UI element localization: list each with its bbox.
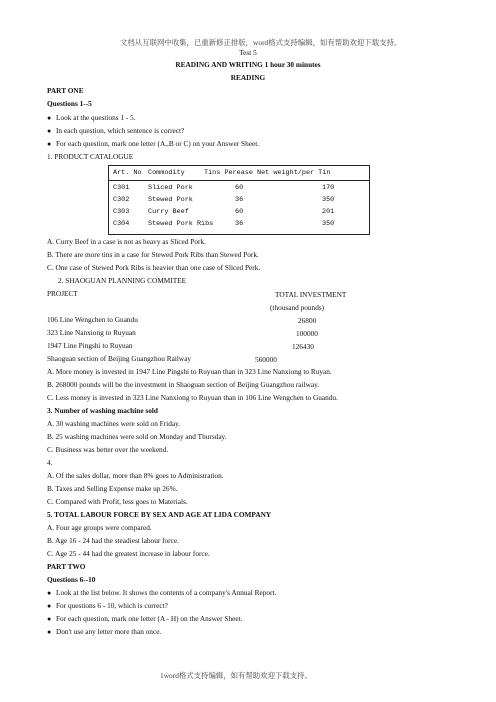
test-title: Test 5 bbox=[239, 48, 257, 57]
table-cell: Stewed Pork bbox=[148, 196, 193, 204]
q4-title: 4. bbox=[47, 458, 53, 467]
bullet-icon: ● bbox=[47, 615, 52, 623]
bullet-icon: ● bbox=[47, 589, 52, 597]
q1-option-a: A. Curry Beef in a case is not as heavy as Sliced Pork. bbox=[47, 237, 206, 246]
part-one-heading: PART ONE bbox=[47, 86, 84, 95]
table-cell: 350 bbox=[322, 220, 335, 228]
part-one-questions: Questions 1--5 bbox=[47, 99, 92, 108]
table-cell: 201 bbox=[322, 208, 335, 216]
investment-label: TOTAL INVESTMENT bbox=[275, 290, 347, 299]
q5-option-c: C. Age 25 - 44 had the greatest increase in labour force. bbox=[47, 549, 210, 558]
table-row bbox=[109, 195, 369, 206]
q5-option-a: A. Four age groups were compared. bbox=[47, 523, 152, 532]
table-cell: 170 bbox=[322, 184, 335, 192]
project-value: 26800 bbox=[298, 316, 317, 325]
bullet-icon: ● bbox=[47, 140, 52, 148]
q2-option-c: C. Less money is invested in 323 Line Nanxiong to Ruyuan than in 106 Line Wengchen to Guandu. bbox=[47, 393, 338, 402]
bullet-item: ● For each question, mark one letter (A - H) on the Answer Sheet. bbox=[47, 614, 243, 623]
project-name: 323 Line Nanxiong to Ruyuan bbox=[47, 328, 136, 337]
table-header-cell: Tins Perease bbox=[204, 169, 253, 177]
table-row bbox=[109, 207, 369, 218]
project-value: 100000 bbox=[296, 329, 318, 338]
q2-option-b: B. 268000 pounds will be the investment in Shaoguan section of Beijing Guangzhou railway. bbox=[47, 380, 320, 389]
q3-option-b: B. 25 washing machines were sold on Monday and Thursday. bbox=[47, 432, 227, 441]
bullet-item: ● For each question, mark one letter (A.,B or C) on your Answer Sheet. bbox=[47, 139, 260, 148]
q4-option-b: B. Taxes and Selling Expense make up 26%. bbox=[47, 484, 178, 493]
reading-title: READING bbox=[230, 73, 266, 82]
q2-title: 2. SHAOGUAN PLANNING COMMITEE bbox=[58, 276, 187, 285]
bullet-icon: ● bbox=[47, 628, 52, 636]
product-catalogue-table bbox=[108, 165, 370, 235]
q1-option-c: C. One case of Stewed Pork Ribs is heavier than one case of Sliced Perk. bbox=[47, 263, 261, 272]
table-divider bbox=[109, 180, 369, 181]
header-note: 文档从互联网中收集，已重新修正排版，word格式支持编辑，如有帮助欢迎下载支持。 bbox=[120, 38, 402, 47]
table-cell: 36 bbox=[235, 220, 244, 228]
q4-option-a: A. Of the sales dollar, more than 8% goes to Administration. bbox=[47, 471, 224, 480]
part-two-questions: Questions 6--10 bbox=[47, 575, 96, 584]
table-row bbox=[109, 219, 369, 230]
q3-option-a: A. 30 washing machines were sold on Friday. bbox=[47, 419, 181, 428]
table-row bbox=[109, 183, 369, 194]
bullet-icon: ● bbox=[47, 114, 52, 122]
project-name: 106 Line Wengchen to Guandu bbox=[47, 315, 138, 324]
q5-title: 5. TOTAL LABOUR FORCE BY SEX AND AGE AT LIDA COMPANY bbox=[47, 510, 272, 519]
table-header-row bbox=[109, 168, 369, 179]
q2-option-a: A. More money is invested in 1947 Line Pingshi to Ruyuan than in 323 Line Nanxiong to Ruyan. bbox=[47, 367, 332, 376]
investment-unit: (thousand pounds) bbox=[270, 303, 325, 312]
bullet-item: ● Don't use any letter more than once. bbox=[47, 627, 162, 636]
q5-option-b: B. Age 16 - 24 had the steadiest labour force. bbox=[47, 536, 179, 545]
q4-option-c: C. Compared with Profit, less goes to Materials. bbox=[47, 497, 188, 506]
q3-option-c: C. Business was better over the weekend. bbox=[47, 445, 169, 454]
project-value: 560000 bbox=[255, 355, 277, 364]
table-cell: C304 bbox=[113, 220, 130, 228]
bullet-item: ● Look at the list below. It shows the contents of a company's Annual Report. bbox=[47, 588, 277, 597]
table-cell: C301 bbox=[113, 184, 130, 192]
q1-title: 1. PRODUCT CATALOGUE bbox=[47, 152, 134, 161]
table-cell: 60 bbox=[235, 208, 244, 216]
section-title: READING AND WRITING 1 hour 30 minutes bbox=[175, 60, 321, 69]
bullet-item: ● Look at the questions 1 - 5. bbox=[47, 113, 136, 122]
table-cell: Curry Beef bbox=[148, 208, 189, 216]
project-name: Shaoguan section of Beijing Guangzhou Railway bbox=[47, 354, 192, 363]
q1-option-b: B. There are more tins in a case for Stewed Pork Ribs than Stewed Pork. bbox=[47, 250, 259, 259]
project-label: PROJECT bbox=[47, 289, 78, 298]
bullet-item: ● For questions 6 - 10, which is correct? bbox=[47, 601, 168, 610]
table-cell: C303 bbox=[113, 208, 130, 216]
part-two-heading: PART TWO bbox=[47, 562, 86, 571]
table-header-cell: Net weight/per Tin bbox=[257, 169, 331, 177]
table-cell: C302 bbox=[113, 196, 130, 204]
project-value: 126430 bbox=[292, 342, 314, 351]
table-cell: 350 bbox=[322, 196, 335, 204]
bullet-icon: ● bbox=[47, 127, 52, 135]
table-cell: 36 bbox=[235, 196, 244, 204]
project-name: 1947 Line Pingshi to Ruyuan bbox=[47, 341, 133, 350]
bullet-item: ● In each question, which sentence is correct? bbox=[47, 126, 185, 135]
q3-title: 3. Number of washing machine sold bbox=[47, 406, 158, 415]
table-cell: Sliced Pork bbox=[148, 184, 193, 192]
table-header-cell: Commodity bbox=[148, 169, 185, 177]
table-cell: Stewed Pork Ribs bbox=[148, 220, 214, 228]
bullet-icon: ● bbox=[47, 602, 52, 610]
table-cell: 60 bbox=[235, 184, 244, 192]
table-header-cell: Art. No bbox=[113, 169, 142, 177]
footer-note: 1word格式支持编辑，如有帮助欢迎下载支持。 bbox=[160, 671, 312, 680]
